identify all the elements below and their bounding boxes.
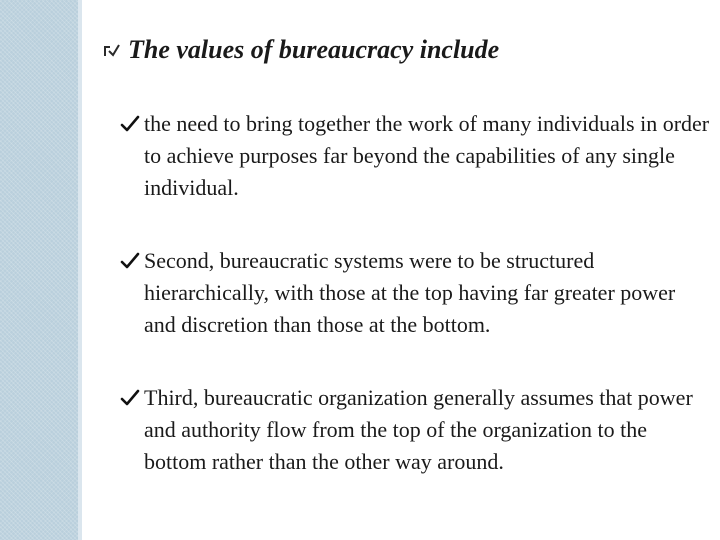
checkmark-icon — [120, 108, 144, 140]
list-item — [120, 245, 710, 341]
side-decorative-band — [0, 0, 78, 540]
list-item — [120, 382, 710, 478]
list-item-text: the need to bring together the work of many individuals in order to achieve purposes far beyond the capabilities of any single individual. — [144, 111, 710, 200]
list-item-text: Third, bureaucratic organization generally assumes that power and authority flow from the top of the organization to the bottom rather than the other way around. — [144, 385, 693, 474]
slide-heading: The values of bureaucracy include — [128, 35, 500, 64]
slide-heading-row — [100, 30, 499, 70]
checkmark-icon — [120, 382, 144, 414]
box-bullet-icon — [100, 40, 122, 60]
side-band-edge — [78, 0, 82, 540]
checkmark-icon — [120, 245, 144, 277]
list-item — [120, 108, 710, 204]
list-item-text: Second, bureaucratic systems were to be structured hierarchically, with those at the top having far greater power and discretion than those at the bottom. — [144, 248, 676, 337]
bullet-list — [120, 108, 710, 478]
